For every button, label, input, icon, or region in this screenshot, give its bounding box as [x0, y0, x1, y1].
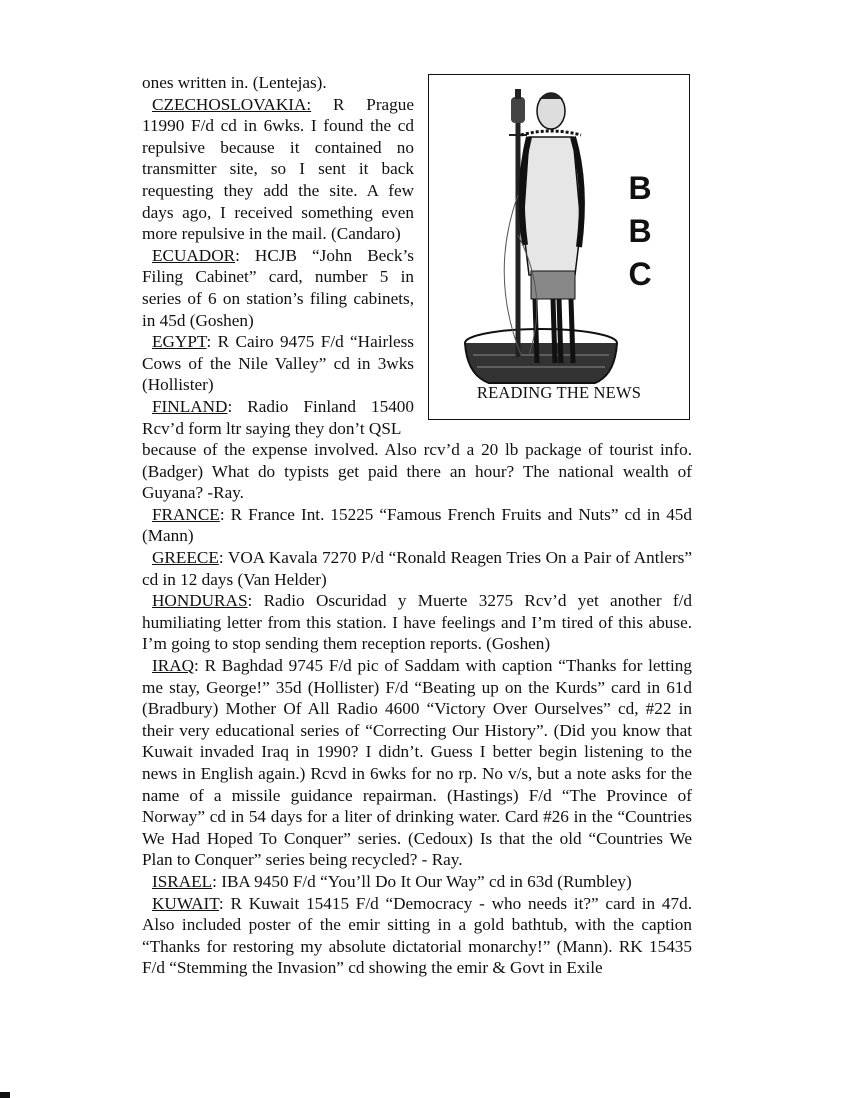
entry-text: because of the expense involved. Also rcv’d a 20 lb package of tourist info. (Badger) What do typists get paid there an hour? The national wealth of Guyana? -Ray.: [142, 440, 692, 503]
document-body: [142, 72, 692, 979]
bbc-letter-b2: B: [628, 213, 652, 249]
entry-text: : R Kuwait 15415 F/d “Democracy - who needs it?” card in 47d. Also included poster of the emir sitting in a gold bathtub, with the caption “Thanks for restoring my absolute dictatorial monarchy!” (Mann). RK 15435 F/d “Stemming the Invasion” cd showing the emir & Govt in Exile: [142, 893, 692, 978]
entry-text: : R Baghdad 9745 F/d pic of Saddam with caption “Thanks for letting me stay, George!” 35d (Hollister) F/d “Beating up on the Kurds” card in 61d (Bradbury) Mother Of All Radio 4600 “Victory Over Ourselves” cd, #22 in their very educational series of “Correcting Our History”. (Did you know that Kuwait invaded Iraq in 1990? I didn’t. Guess I better begin listening to the news in English again.) Rcvd in 6wks for no rp. No v/s, but a note asks for the name of a missile guidance repairman. (Hastings) F/d “The Province of Norway” cd in 54 days for a liter of drinking water. Card #26 in the “Countries We Had Hoped To Conquer” series. (Cedoux) Is that the old “Countries We Plan to Conquer” series being recycled? - Ray.: [142, 656, 692, 870]
entry-text: ones written in. (Lentejas).: [142, 73, 327, 92]
wrapped-column: [142, 72, 414, 439]
figure-caption: READING THE NEWS: [476, 383, 642, 402]
bbc-letter-c: C: [628, 256, 652, 292]
entry-text: : R France Int. 15225 “Famous French Fruits and Nuts” cd in 45d (Mann): [142, 504, 692, 546]
entry-finland-continued: [142, 439, 692, 504]
entry-france: [142, 504, 692, 547]
entry-egypt: [142, 331, 414, 396]
entry-text: : R Cairo 9475 F/d “Hairless Cows of the Nile Valley” cd in 3wks (Hollister): [142, 332, 414, 395]
entry-text: R Prague 11990 F/d cd in 6wks. I found the cd repulsive because it contained no transmitter site, so I sent it back requesting they add the site. A few days ago, I received something even more repulsive in the mail. (Candaro): [142, 94, 414, 244]
country-label: KUWAIT: [152, 893, 219, 913]
entry-czechoslovakia: [142, 94, 414, 245]
entry-text: : VOA Kavala 7270 P/d “Ronald Reagen Tries On a Pair of Antlers” cd in 12 days (Van Helder): [142, 548, 692, 589]
entry-text: : Radio Finland 15400 Rcv’d form ltr saying they don’t QSL: [142, 396, 414, 438]
entry-kuwait: [142, 893, 692, 979]
country-label: GREECE: [152, 548, 219, 568]
entry-greece: [142, 547, 692, 590]
country-label: IRAQ: [152, 656, 195, 676]
country-label: EGYPT: [152, 332, 207, 352]
entry-text: : HCJB “John Beck’s Filing Cabinet” card, number 5 in series of 6 on station’s filing cabinets, in 45d (Goshen): [142, 245, 414, 330]
scan-mark: [0, 1092, 10, 1098]
country-label: ISRAEL: [152, 871, 213, 891]
entry-text: : IBA 9450 F/d “You’ll Do It Our Way” cd in 63d (Rumbley): [212, 871, 632, 891]
bbc-letter-b1: B: [628, 170, 652, 206]
country-label: CZECHOSLOVAKIA:: [152, 94, 312, 114]
entry-israel: [142, 871, 692, 893]
entry-continuation: [142, 72, 414, 94]
entry-text: : Radio Oscuridad y Muerte 3275 Rcv’d yet another f/d humiliating letter from this station. I have feelings and I’m tired of this abuse. I’m going to stop sending them reception reports. (Goshen): [142, 591, 692, 654]
entry-finland: [142, 396, 414, 439]
entry-ecuador: [142, 245, 414, 331]
entry-iraq: [142, 655, 692, 871]
country-label: FINLAND: [152, 396, 228, 416]
entry-honduras: [142, 590, 692, 655]
country-label: ECUADOR: [152, 245, 236, 265]
country-label: FRANCE: [152, 504, 220, 524]
country-label: HONDURAS: [152, 591, 248, 611]
